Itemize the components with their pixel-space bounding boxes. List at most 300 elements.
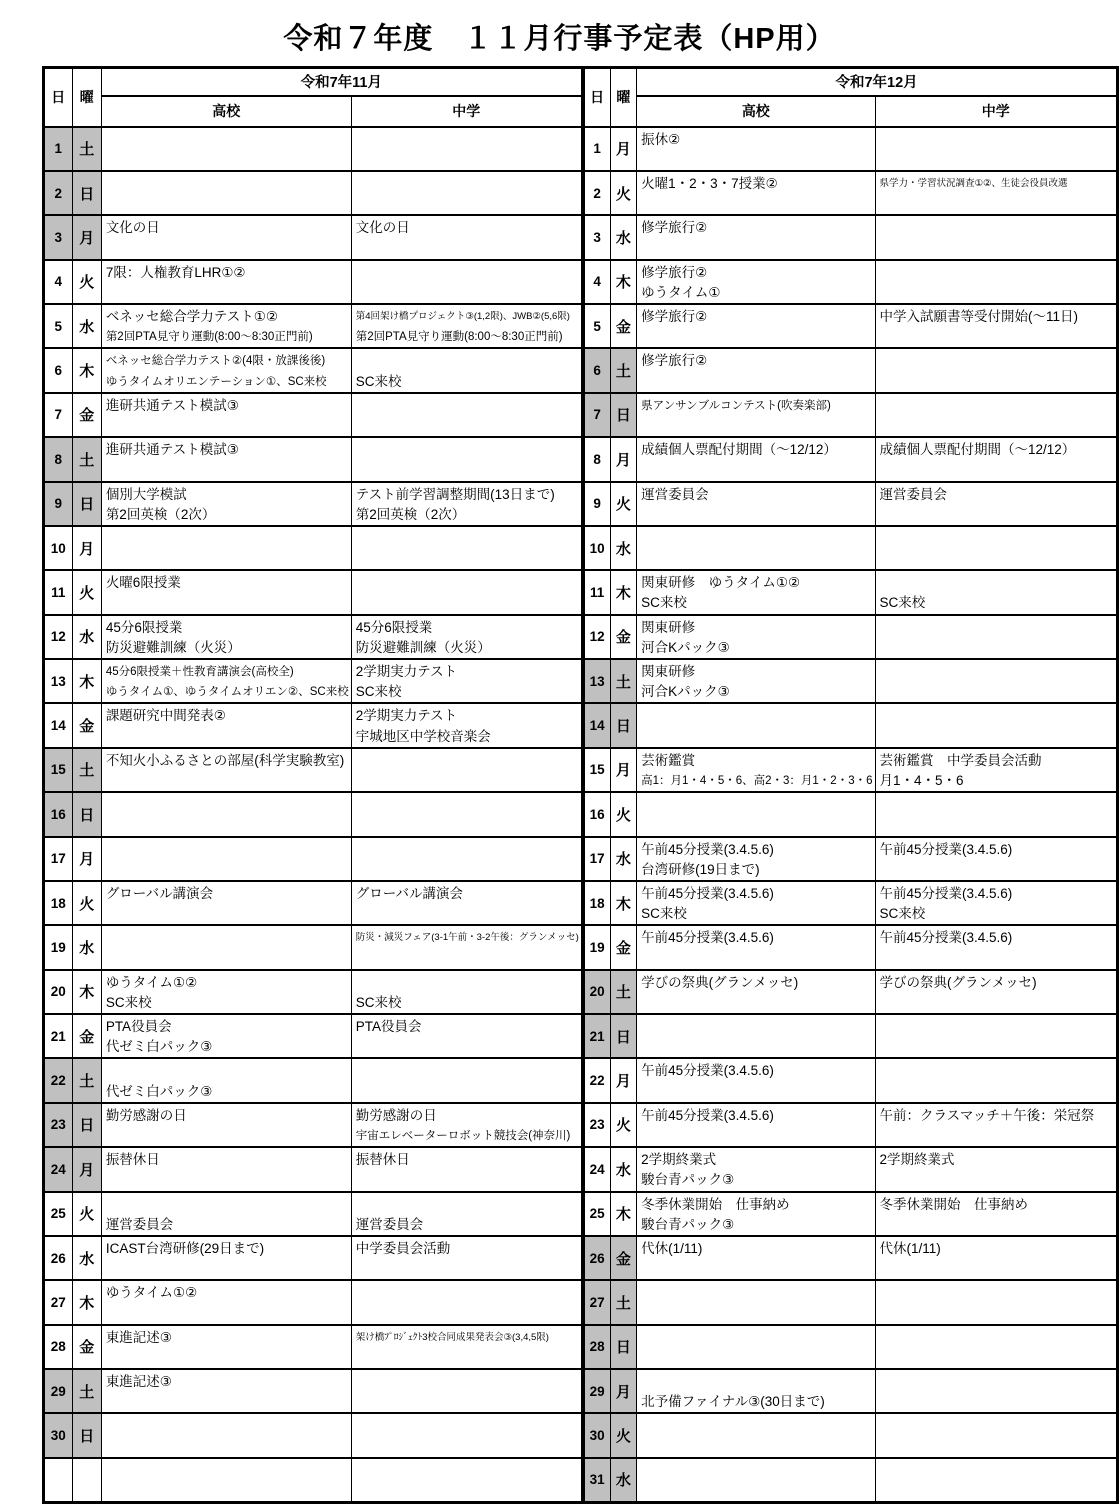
event-cell-highschool [101, 970, 351, 1014]
event-cell-juniorhigh [351, 348, 581, 392]
weekday-column-header: 曜 [610, 68, 637, 127]
event-cell-juniorhigh [875, 881, 1118, 925]
weekday-cell: 金 [72, 703, 101, 747]
event-line: 関東研修 [641, 664, 696, 679]
calendar-row [44, 437, 582, 481]
event-cell-highschool [637, 437, 875, 481]
event-cell-juniorhigh [351, 1280, 581, 1324]
weekday-cell: 日 [72, 482, 101, 526]
calendar-table-december [582, 66, 1119, 1504]
event-line [876, 1126, 1117, 1146]
event-cell-highschool [101, 1458, 351, 1503]
event-line: 運営委員会 [879, 486, 947, 502]
calendar-row [583, 1103, 1117, 1147]
event-cell-highschool [637, 304, 875, 348]
event-line [876, 1461, 1117, 1481]
event-cell-juniorhigh [875, 1280, 1118, 1324]
weekday-cell: 火 [610, 1413, 637, 1457]
event-line: 東進記述③ [105, 1329, 172, 1345]
day-cell: 11 [44, 570, 73, 614]
event-line [876, 150, 1117, 170]
event-line: 冬季休業開始 仕事納め [879, 1196, 1028, 1212]
event-line [352, 416, 581, 436]
calendar-row [583, 526, 1117, 570]
weekday-cell: 土 [72, 127, 101, 171]
weekday-cell: 土 [610, 970, 637, 1014]
calendar-row [583, 570, 1117, 614]
event-line [876, 351, 1117, 371]
weekday-cell: 日 [610, 703, 637, 747]
calendar-row [583, 925, 1117, 969]
event-line [876, 1215, 1117, 1235]
event-line: 進研共通テスト模試③ [105, 442, 239, 458]
event-line: SC来校 [105, 994, 152, 1010]
calendar-row [44, 1325, 582, 1369]
day-cell: 4 [44, 260, 73, 304]
event-line [102, 416, 351, 436]
event-line [102, 1348, 351, 1368]
event-cell-highschool [637, 348, 875, 392]
day-cell: 10 [583, 526, 610, 570]
event-cell-highschool [101, 1014, 351, 1058]
event-cell-highschool [101, 703, 351, 747]
event-cell-juniorhigh [351, 1369, 581, 1413]
event-cell-highschool [101, 1325, 351, 1369]
day-cell: 1 [583, 127, 610, 171]
calendar-row [44, 304, 582, 348]
event-line [637, 1037, 874, 1057]
day-cell: 22 [44, 1058, 73, 1102]
calendar-row [583, 1325, 1117, 1369]
event-cell-juniorhigh [351, 1325, 581, 1369]
event-line: 午前45分授業(3.4.5.6) [879, 841, 1013, 857]
event-line [637, 1481, 874, 1501]
event-line: 台湾研修(19日まで) [641, 861, 760, 877]
weekday-cell: 土 [610, 659, 637, 703]
event-cell-highschool [637, 215, 875, 259]
event-line: 45分6限授業 [355, 619, 433, 635]
event-cell-juniorhigh [351, 837, 581, 881]
event-line [352, 549, 581, 569]
event-cell-highschool [101, 748, 351, 792]
weekday-cell: 月 [72, 1147, 101, 1191]
event-cell-juniorhigh [875, 792, 1118, 836]
event-line [876, 618, 1117, 638]
event-line: 午前45分授業(3.4.5.6) [641, 841, 774, 857]
weekday-cell: 水 [72, 1236, 101, 1280]
event-line [876, 573, 1117, 593]
event-line: 午前45分授業(3.4.5.6) [641, 930, 774, 946]
event-line [102, 130, 351, 150]
event-line: 2学期終業式 [641, 1152, 717, 1168]
event-cell-juniorhigh [351, 792, 581, 836]
event-cell-highschool [101, 570, 351, 614]
event-line: ゆうタイムオリエンテーション①、SC来校 [105, 375, 327, 388]
event-cell-highschool [101, 1058, 351, 1102]
event-cell-highschool [101, 925, 351, 969]
event-line: 午前45分授業(3.4.5.6) [641, 885, 774, 901]
event-line: 第2回英検（2次） [105, 506, 216, 522]
event-line [876, 505, 1117, 525]
event-cell-juniorhigh [875, 1369, 1118, 1413]
event-line: 午前45分授業(3.4.5.6) [641, 1063, 774, 1079]
event-line [352, 1061, 581, 1081]
weekday-cell: 日 [610, 393, 637, 437]
event-cell-highschool [101, 260, 351, 304]
header-row-schools [583, 96, 1117, 127]
event-line [876, 1481, 1117, 1501]
event-cell-highschool [101, 1369, 351, 1413]
event-line [637, 1126, 874, 1146]
event-line [876, 1037, 1117, 1057]
event-line: 学びの祭典(グランメッセ) [641, 974, 799, 990]
event-cell-juniorhigh [875, 1325, 1118, 1369]
event-cell-juniorhigh [351, 1192, 581, 1236]
event-text: 不知火小ふるさとの部屋(科学実験教室) [106, 753, 348, 768]
day-cell: 2 [583, 171, 610, 215]
event-cell-highschool [637, 703, 875, 747]
event-line [102, 1061, 351, 1081]
event-line: SC来校 [355, 373, 402, 389]
event-line: 運営委員会 [355, 1216, 424, 1232]
event-line [352, 150, 581, 170]
event-line: 修学旅行② [641, 264, 708, 280]
event-cell-highschool [637, 393, 875, 437]
event-cell-juniorhigh [351, 260, 581, 304]
event-line [102, 238, 351, 258]
event-cell-highschool [637, 127, 875, 171]
weekday-cell: 水 [72, 615, 101, 659]
event-line [352, 396, 581, 416]
event-line: グローバル講演会 [355, 885, 464, 901]
day-cell: 12 [583, 615, 610, 659]
event-line [876, 1303, 1117, 1323]
weekday-cell: 月 [72, 215, 101, 259]
calendar-row [44, 1147, 582, 1191]
weekday-cell: 火 [72, 570, 101, 614]
event-line [637, 505, 874, 525]
event-cell-juniorhigh [351, 127, 581, 171]
event-line [102, 1126, 351, 1146]
weekday-cell: 木 [72, 970, 101, 1014]
event-line [102, 840, 351, 860]
event-line: 防災避難訓練（火災） [105, 639, 241, 655]
day-cell: 21 [44, 1014, 73, 1058]
calendar-row [583, 1280, 1117, 1324]
calendar-row [583, 615, 1117, 659]
weekday-cell: 金 [610, 925, 637, 969]
event-line: 成績個人票配付期間（～12/12） [641, 442, 837, 458]
event-line: 火曜1・2・3・7授業② [641, 175, 778, 191]
calendar-row [44, 1458, 582, 1503]
event-line: 7限：人権教育LHR①② [105, 264, 246, 280]
event-line [637, 460, 874, 480]
weekday-cell: 火 [610, 1103, 637, 1147]
weekday-cell: 火 [610, 792, 637, 836]
event-line: 文化の日 [355, 220, 410, 236]
event-line [352, 238, 581, 258]
event-line [352, 795, 581, 815]
event-cell-highschool [101, 171, 351, 215]
event-line: 防災避難訓練（火災） [355, 639, 491, 655]
event-cell-highschool [101, 615, 351, 659]
event-cell-highschool [637, 925, 875, 969]
event-line: 午前45分授業(3.4.5.6) [641, 1107, 774, 1123]
event-cell-highschool [637, 792, 875, 836]
event-line [102, 150, 351, 170]
day-cell: 30 [583, 1413, 610, 1457]
weekday-cell: 土 [72, 437, 101, 481]
event-line: 中学委員会活動 [355, 1240, 451, 1256]
calendar-row [583, 1369, 1117, 1413]
event-cell-juniorhigh [875, 482, 1118, 526]
event-cell-juniorhigh [875, 570, 1118, 614]
day-cell: 20 [583, 970, 610, 1014]
weekday-cell: 木 [610, 1192, 637, 1236]
event-cell-highschool [101, 304, 351, 348]
event-line [102, 904, 351, 924]
event-line [352, 815, 581, 835]
day-cell: 13 [44, 659, 73, 703]
event-cell-juniorhigh [875, 925, 1118, 969]
event-cell-highschool [101, 1192, 351, 1236]
event-line: 午前：クラスマッチ＋午後：栄冠祭 [879, 1107, 1095, 1123]
event-cell-highschool [637, 1413, 875, 1457]
event-cell-juniorhigh [875, 1192, 1118, 1236]
event-cell-juniorhigh [875, 970, 1118, 1014]
event-line: 45分6限授業 [105, 619, 183, 635]
event-line: SC来校 [879, 595, 926, 611]
event-cell-juniorhigh [351, 437, 581, 481]
event-cell-highschool [637, 659, 875, 703]
day-cell: 18 [44, 881, 73, 925]
event-line: グローバル講演会 [105, 885, 214, 901]
weekday-cell: 水 [610, 1458, 637, 1503]
event-cell-juniorhigh [351, 881, 581, 925]
event-line: 代休(1/11) [879, 1240, 941, 1256]
event-line [352, 751, 581, 771]
event-line: SC来校 [641, 595, 687, 611]
event-line [352, 904, 581, 924]
header-row-month [44, 68, 582, 96]
event-line: 河合Kパック③ [641, 684, 730, 700]
event-line: 第2回PTA見守り運動(8:00～8:30正門前) [355, 331, 563, 344]
event-cell-highschool [637, 748, 875, 792]
event-line [637, 327, 874, 347]
event-cell-juniorhigh [875, 659, 1118, 703]
event-cell-juniorhigh [351, 304, 581, 348]
event-line [876, 795, 1117, 815]
event-line [876, 283, 1117, 303]
day-cell: 28 [44, 1325, 73, 1369]
event-line [102, 1195, 351, 1215]
day-cell: 27 [44, 1280, 73, 1324]
highschool-column-header: 高校 [637, 96, 875, 127]
calendar-row [44, 615, 582, 659]
event-line: SC来校 [641, 906, 687, 922]
event-cell-juniorhigh [351, 1014, 581, 1058]
event-line: ゆうタイム①② [105, 1285, 198, 1301]
event-cell-juniorhigh [875, 1236, 1118, 1280]
event-line [102, 928, 351, 948]
event-line: 関東研修 ゆうタイム①② [641, 575, 801, 591]
event-line: ゆうタイム① [641, 284, 721, 300]
day-cell: 15 [44, 748, 73, 792]
event-line: 代ゼミ白パック③ [105, 1083, 213, 1099]
event-cell-highschool [637, 1369, 875, 1413]
event-line [637, 1416, 874, 1436]
event-line [637, 372, 874, 392]
event-line: SC来校 [355, 684, 402, 700]
calendar-row [44, 1014, 582, 1058]
event-line [352, 771, 581, 791]
event-line [876, 194, 1117, 214]
event-cell-highschool [637, 171, 875, 215]
event-line: 宇宙エレベーターロボット競技会(神奈川) [355, 1129, 571, 1142]
calendar-row [583, 792, 1117, 836]
day-cell: 20 [44, 970, 73, 1014]
event-line: 北予備ファイナル③(30日まで) [641, 1394, 825, 1410]
event-line: 芸術鑑賞 中学委員会活動 [879, 752, 1042, 768]
event-cell-juniorhigh [351, 1103, 581, 1147]
event-line [352, 1303, 581, 1323]
event-line [876, 1392, 1117, 1412]
day-cell: 13 [583, 659, 610, 703]
event-line [637, 150, 874, 170]
day-cell: 6 [44, 348, 73, 392]
weekday-cell: 月 [610, 127, 637, 171]
weekday-cell: 火 [72, 1192, 101, 1236]
weekday-cell: 日 [610, 1014, 637, 1058]
event-cell-juniorhigh [351, 1058, 581, 1102]
event-cell-highschool [637, 570, 875, 614]
calendar-row [583, 260, 1117, 304]
event-line: 高1：月1・4・5・6、高2・3：月1・2・3・6 [641, 774, 873, 787]
calendar-row [44, 482, 582, 526]
event-line: 中学入試願書等受付開始(～11日) [879, 309, 1079, 324]
event-cell-highschool [101, 127, 351, 171]
event-line: 代休(1/11) [641, 1240, 703, 1256]
event-line [352, 1372, 581, 1392]
event-line: SC来校 [355, 994, 402, 1010]
event-cell-juniorhigh [351, 1236, 581, 1280]
day-cell: 16 [583, 792, 610, 836]
weekday-cell: 木 [610, 570, 637, 614]
event-line [352, 529, 581, 549]
day-cell: 8 [583, 437, 610, 481]
event-cell-highschool [101, 837, 351, 881]
event-cell-highschool [637, 881, 875, 925]
event-line: PTA役員会 [355, 1019, 422, 1034]
event-cell-highschool [637, 260, 875, 304]
event-line [637, 1259, 874, 1279]
calendar-row [44, 837, 582, 881]
calendar-row [44, 215, 582, 259]
day-cell: 26 [44, 1236, 73, 1280]
day-cell: 25 [44, 1192, 73, 1236]
event-cell-juniorhigh [351, 482, 581, 526]
event-cell-juniorhigh [351, 748, 581, 792]
day-column-header: 日 [583, 68, 610, 127]
event-line: 芸術鑑賞 [641, 752, 696, 768]
day-cell: 25 [583, 1192, 610, 1236]
event-line [102, 593, 351, 613]
weekday-cell: 日 [72, 1413, 101, 1457]
event-cell-juniorhigh [875, 127, 1118, 171]
event-line [102, 948, 351, 968]
calendar-row [583, 127, 1117, 171]
event-line: 防災・減災フェア(3-1午前・3-2午後：グランメッセ) [355, 932, 579, 944]
event-line [637, 1372, 874, 1392]
event-line [352, 263, 581, 283]
day-cell: 12 [44, 615, 73, 659]
event-line [352, 1437, 581, 1457]
day-cell: 29 [583, 1369, 610, 1413]
event-cell-highschool [101, 1280, 351, 1324]
calendar-row [583, 171, 1117, 215]
event-line [876, 1437, 1117, 1457]
event-cell-juniorhigh [351, 1147, 581, 1191]
event-line [637, 1461, 874, 1481]
weekday-cell: 月 [610, 1058, 637, 1102]
calendar-row [44, 703, 582, 747]
calendar-row [583, 970, 1117, 1014]
event-line: 月1・4・5・6 [879, 772, 964, 788]
weekday-cell: 土 [72, 1058, 101, 1102]
event-line [102, 1303, 351, 1323]
event-line [876, 1061, 1117, 1081]
weekday-cell: 土 [72, 748, 101, 792]
event-line: 勤労感謝の日 [105, 1107, 187, 1123]
event-line [102, 1170, 351, 1190]
event-line [637, 416, 874, 436]
event-line [352, 1392, 581, 1412]
day-cell: 30 [44, 1413, 73, 1457]
event-line: 文化の日 [105, 220, 160, 236]
event-line [352, 283, 581, 303]
event-line: 個別大学模試 [105, 486, 187, 502]
event-line: 2学期終業式 [879, 1152, 955, 1168]
event-cell-juniorhigh [875, 1147, 1118, 1191]
event-line [352, 460, 581, 480]
event-cell-highschool [101, 1413, 351, 1457]
day-cell: 14 [44, 703, 73, 747]
event-cell-juniorhigh [875, 703, 1118, 747]
calendar-row [583, 393, 1117, 437]
event-line [876, 1283, 1117, 1303]
weekday-cell: 日 [72, 171, 101, 215]
event-line [876, 1170, 1117, 1190]
event-cell-highschool [637, 1103, 875, 1147]
event-cell-highschool [637, 526, 875, 570]
event-line [102, 549, 351, 569]
weekday-cell: 月 [610, 1369, 637, 1413]
event-line: 火曜6限授業 [105, 575, 181, 591]
event-line [876, 706, 1117, 726]
calendar-row [583, 348, 1117, 392]
event-cell-juniorhigh [875, 348, 1118, 392]
event-line: 宇城地区中学校音楽会 [355, 728, 491, 744]
weekday-cell: 日 [610, 1325, 637, 1369]
event-line [876, 1372, 1117, 1392]
calendar-row [583, 1458, 1117, 1503]
event-line [876, 460, 1117, 480]
event-line [637, 1437, 874, 1457]
day-cell: 24 [583, 1147, 610, 1191]
calendar-row [44, 171, 582, 215]
event-cell-juniorhigh [351, 659, 581, 703]
event-line [102, 727, 351, 747]
